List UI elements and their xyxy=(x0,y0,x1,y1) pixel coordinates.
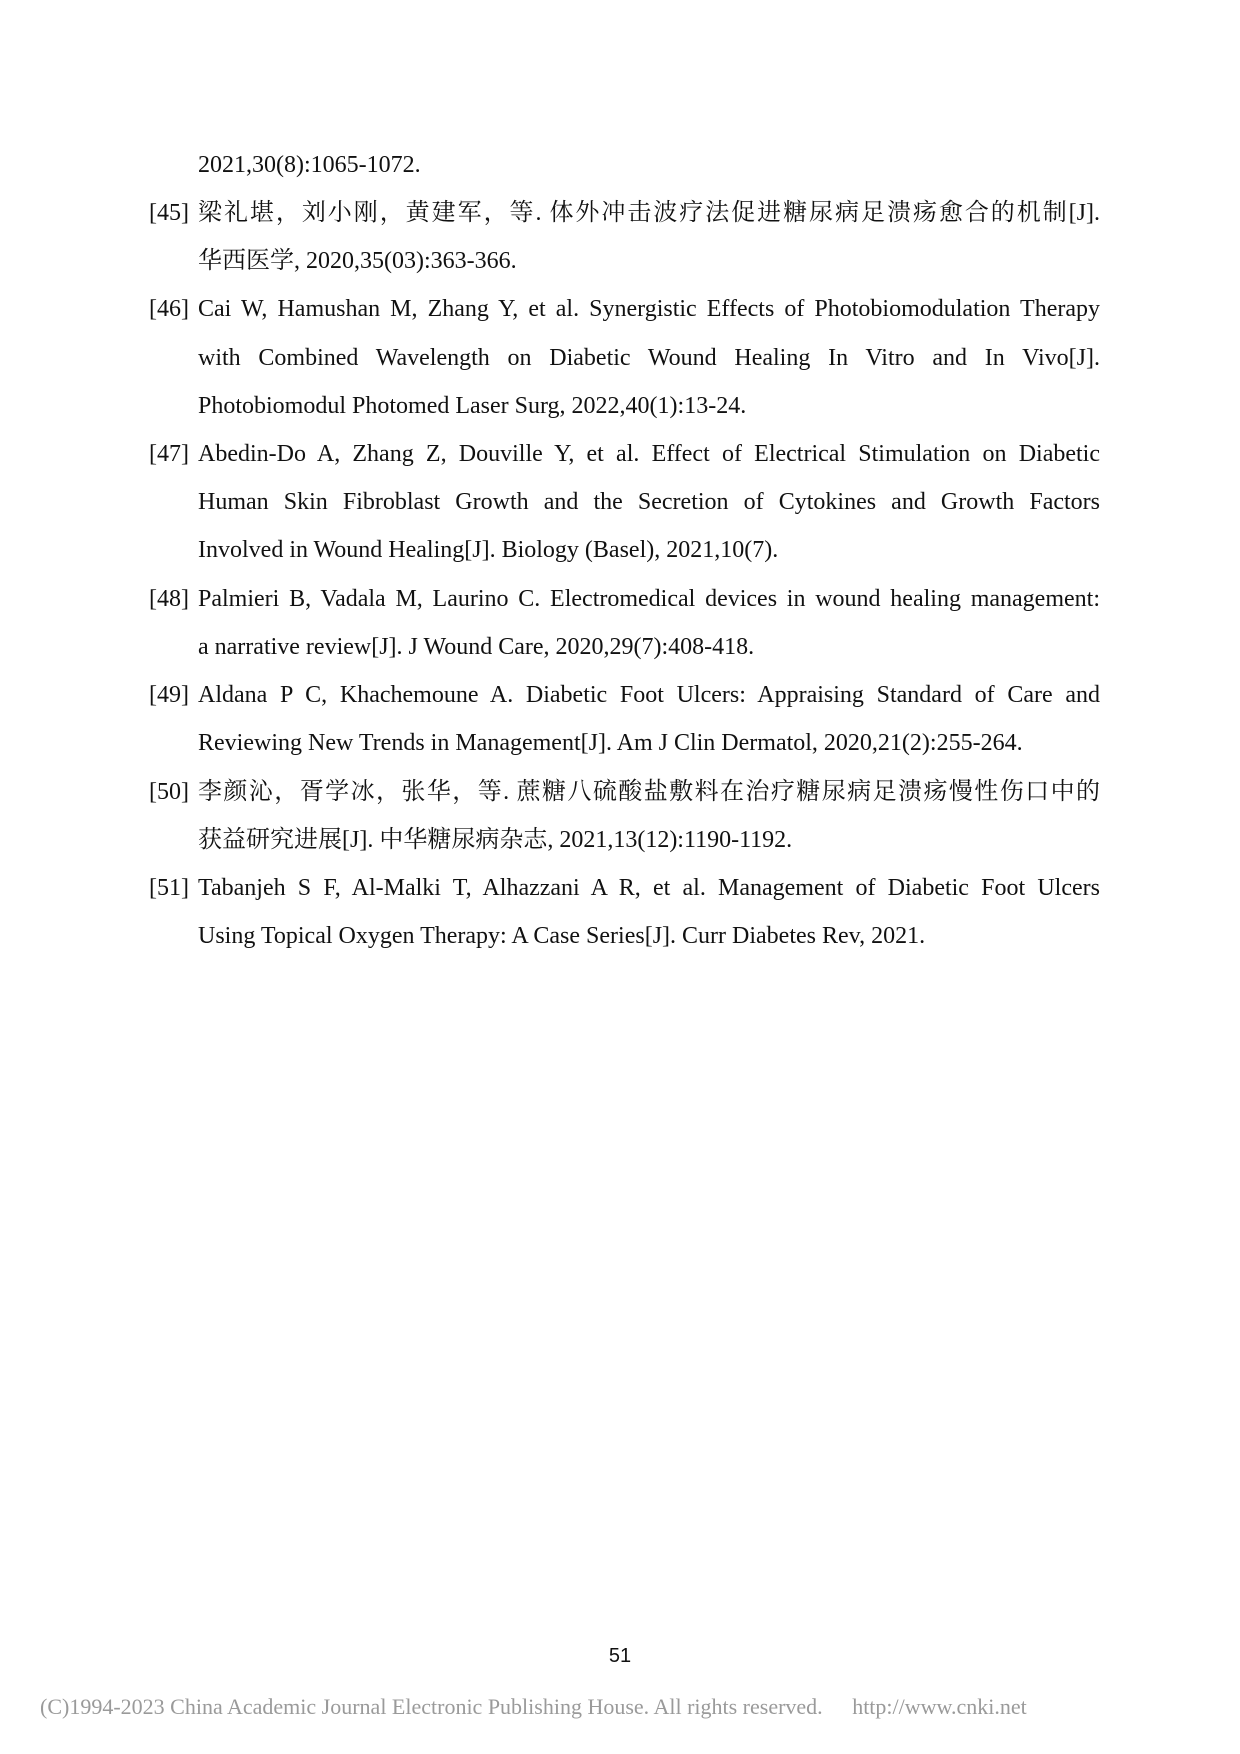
reference-number: [49] xyxy=(149,682,189,708)
copyright-text: (C)1994-2023 China Academic Journal Electronic Publishing House. All rights reserved. xyxy=(40,1694,823,1719)
reference-number: [46] xyxy=(149,296,189,322)
reference-number: [50] xyxy=(149,779,189,805)
footer-url: http://www.cnki.net xyxy=(852,1694,1027,1719)
reference-line: 梁礼堪，刘小刚，黄建军，等. 体外冲击波疗法促进糖尿病足溃疡愈合的机制[J]. xyxy=(198,200,1100,226)
reference-number: [48] xyxy=(149,586,189,612)
reference-line: Photobiomodul Photomed Laser Surg, 2022,40(1):13-24. xyxy=(198,393,747,419)
reference-line: with Combined Wavelength on Diabetic Wound Healing In Vitro and In Vivo[J]. xyxy=(198,345,1100,371)
reference-line: Tabanjeh S F, Al-Malki T, Alhazzani A R, et al. Management of Diabetic Foot Ulcers xyxy=(198,875,1100,901)
reference-line: 华西医学, 2020,35(03):363-366. xyxy=(198,248,517,274)
reference-number: [47] xyxy=(149,441,189,467)
reference-line: Reviewing New Trends in Management[J]. Am J Clin Dermatol, 2020,21(2):255-264. xyxy=(198,730,1023,756)
page-number: 51 xyxy=(608,1645,632,1667)
reference-line: Palmieri B, Vadala M, Laurino C. Electromedical devices in wound healing management: xyxy=(198,586,1100,612)
reference-line: 李颜沁，胥学冰，张华，等. 蔗糖八硫酸盐敷料在治疗糖尿病足溃疡慢性伤口中的 xyxy=(198,779,1100,805)
reference-line: 获益研究进展[J]. 中华糖尿病杂志, 2021,13(12):1190-1192. xyxy=(198,827,793,853)
reference-line: Cai W, Hamushan M, Zhang Y, et al. Synergistic Effects of Photobiomodulation Therapy xyxy=(198,296,1100,322)
reference-line: Human Skin Fibroblast Growth and the Secretion of Cytokines and Growth Factors xyxy=(198,489,1100,515)
reference-line: Using Topical Oxygen Therapy: A Case Series[J]. Curr Diabetes Rev, 2021. xyxy=(198,923,926,949)
copyright-footer xyxy=(40,1693,1220,1721)
reference-line: Abedin-Do A, Zhang Z, Douville Y, et al. Effect of Electrical Stimulation on Diabetic xyxy=(198,441,1100,467)
reference-line: a narrative review[J]. J Wound Care, 2020,29(7):408-418. xyxy=(198,634,755,660)
reference-continuation-line: 2021,30(8):1065-1072. xyxy=(198,152,421,178)
reference-line: Aldana P C, Khachemoune A. Diabetic Foot Ulcers: Appraising Standard of Care and xyxy=(198,682,1100,708)
reference-number: [45] xyxy=(149,200,189,226)
reference-number: [51] xyxy=(149,875,189,901)
reference-line: Involved in Wound Healing[J]. Biology (Basel), 2021,10(7). xyxy=(198,537,779,563)
